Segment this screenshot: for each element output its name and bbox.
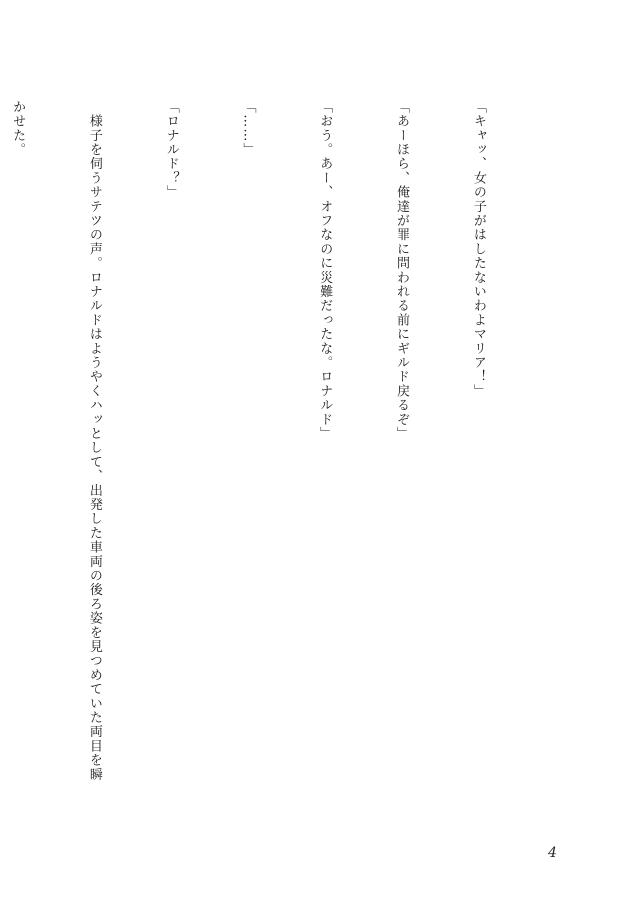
- text-line: 様子を伺うサテツの声。ロナルドはようやくハッとして、出発した車両の後ろ姿を見つめていた両目を瞬: [86, 100, 102, 782]
- text-line: 「キャッ、女の子がはしたないわよマリア！」: [470, 100, 486, 399]
- page-number: 4: [548, 845, 557, 861]
- text-line: 「おう。あー、オフなのに災難だったな。ロナルド」: [317, 100, 333, 441]
- text-line: かせた。: [10, 100, 26, 157]
- text-line: 「ロナルド？」: [163, 100, 179, 200]
- text-line: 「あーほら、俺達が罪に問われる前にギルド戻るぞ」: [394, 100, 410, 441]
- text-line: 「……」: [240, 100, 256, 157]
- vertical-text-body: [0, 100, 542, 820]
